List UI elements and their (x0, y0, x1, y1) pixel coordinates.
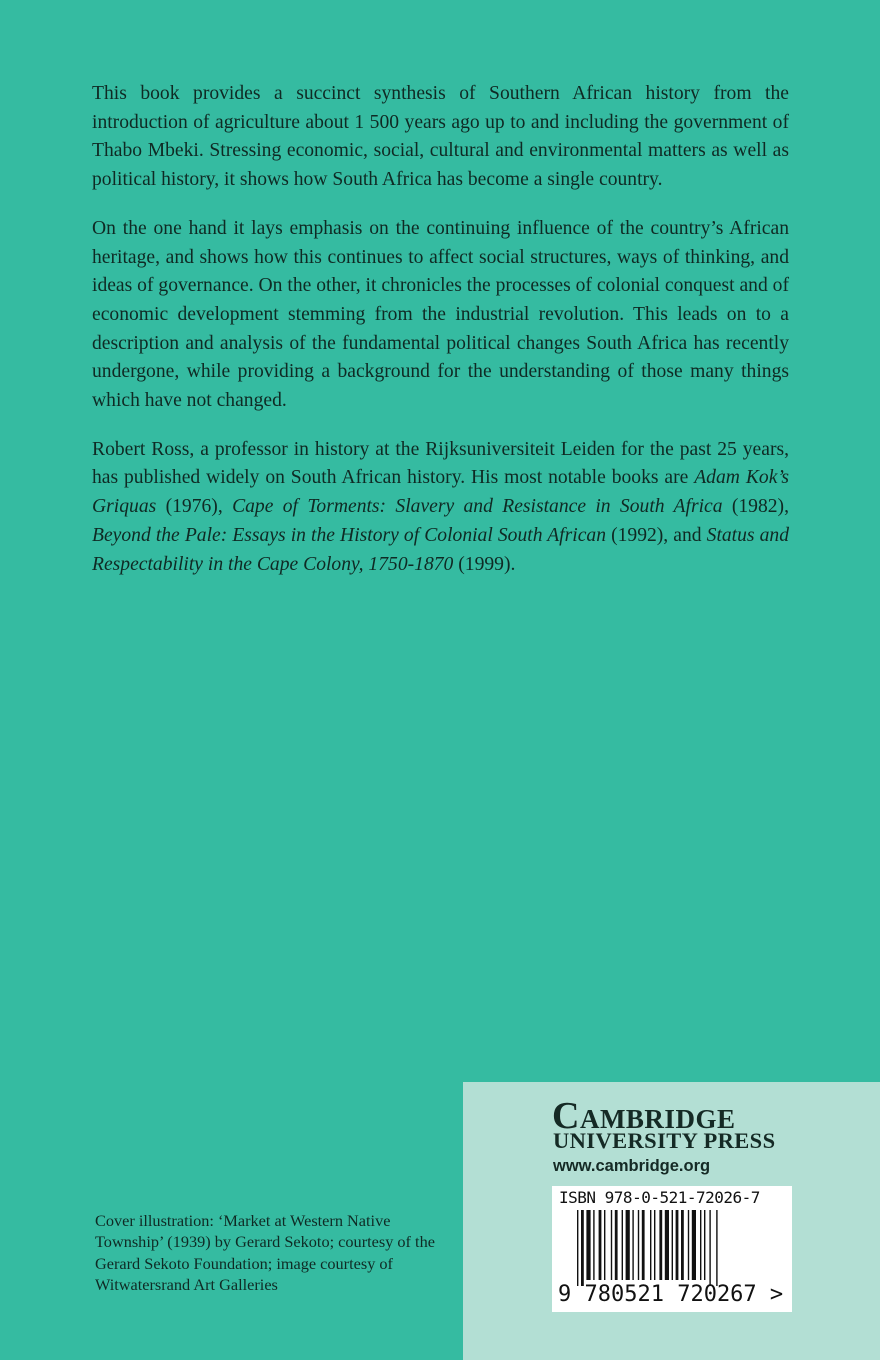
barcode-bar (626, 1210, 630, 1280)
barcode-bar (604, 1210, 605, 1280)
book-year: (1976), (156, 496, 233, 518)
book-year: (1992), and (606, 524, 707, 546)
barcode-digits: 9 780521 720267 > (558, 1282, 784, 1307)
barcode-bar (586, 1210, 590, 1280)
barcode-bar (692, 1210, 696, 1280)
barcode-bar (700, 1210, 701, 1280)
blurb-paragraph-2: On the one hand it lays emphasis on the continuing influence of the country’s African heritage, and shows how this continues to affect social structures, ways of thinking, and ideas of governance. On the other, it chronicles the processes of colonial conquest and of economic development stemming from the industrial revolution. This leads on to a description and analysis of the fundamental political changes South Africa has recently undergone, while providing a background for the understanding of those many things which have not changed. (92, 217, 789, 412)
publisher-url: www.cambridge.org (553, 1157, 711, 1175)
blurb (92, 80, 789, 599)
book-year: (1999). (453, 553, 516, 575)
barcode-bar (672, 1210, 673, 1280)
barcode-bar (638, 1210, 639, 1280)
barcode-bar (688, 1210, 689, 1280)
isbn-text: ISBN 978-0-521-72026-7 (559, 1188, 760, 1207)
barcode-bar (599, 1210, 602, 1280)
barcode-bar (581, 1210, 584, 1286)
barcode-bar (665, 1210, 669, 1280)
barcode-bar (676, 1210, 679, 1280)
cover-credit: Cover illustration: ‘Market at Western Native Township’ (1939) by Gerard Sekoto; courtesy of the Gerard Sekoto Foundation; image courtesy of Witwatersrand Art Galleries (95, 1211, 435, 1294)
bio-intro: Robert Ross, a professor in history at the Rijksuniversiteit Leiden for the past 25 years, has published widely on South African history. His most notable books are (92, 438, 789, 489)
barcode-bar (654, 1210, 655, 1280)
author-bio (92, 436, 789, 580)
book-title: Beyond the Pale: Essays in the History of Colonial South African (92, 524, 606, 546)
publisher-logo-name: Cambridge (552, 1095, 736, 1137)
isbn-barcode (552, 1186, 792, 1312)
blurb-paragraph-1: This book provides a succinct synthesis of Southern African history from the introduction of agriculture about 1 500 years ago up to and including the government of Thabo Mbeki. Stressing economic, social, cultural and environmental matters as well as political history, it shows how South Africa has become a single country. (92, 83, 789, 191)
barcode-bar (593, 1210, 594, 1280)
book-title: Adam Kok’s Griquas (92, 467, 790, 518)
barcode-bars (577, 1210, 777, 1290)
barcode-bar (577, 1210, 578, 1286)
barcode-bar (659, 1210, 662, 1280)
barcode-bar (681, 1210, 684, 1280)
barcode-bar (716, 1210, 717, 1286)
publisher-logo-subtitle: UNIVERSITY PRESS (553, 1128, 776, 1153)
barcode-bar (611, 1210, 612, 1280)
publisher-box (463, 1082, 880, 1360)
barcode-bar (632, 1210, 633, 1280)
barcode-bar (704, 1210, 705, 1280)
barcode-bar (650, 1210, 651, 1280)
book-year: (1982), (722, 496, 789, 518)
barcode-bar (615, 1210, 618, 1280)
book-title: Status and Respectability in the Cape Colony, 1750-1870 (92, 524, 790, 575)
barcode-bar (642, 1210, 645, 1280)
barcode-bar (709, 1210, 710, 1286)
book-title: Cape of Torments: Slavery and Resistance in South Africa (232, 496, 723, 518)
barcode-bar (622, 1210, 623, 1280)
